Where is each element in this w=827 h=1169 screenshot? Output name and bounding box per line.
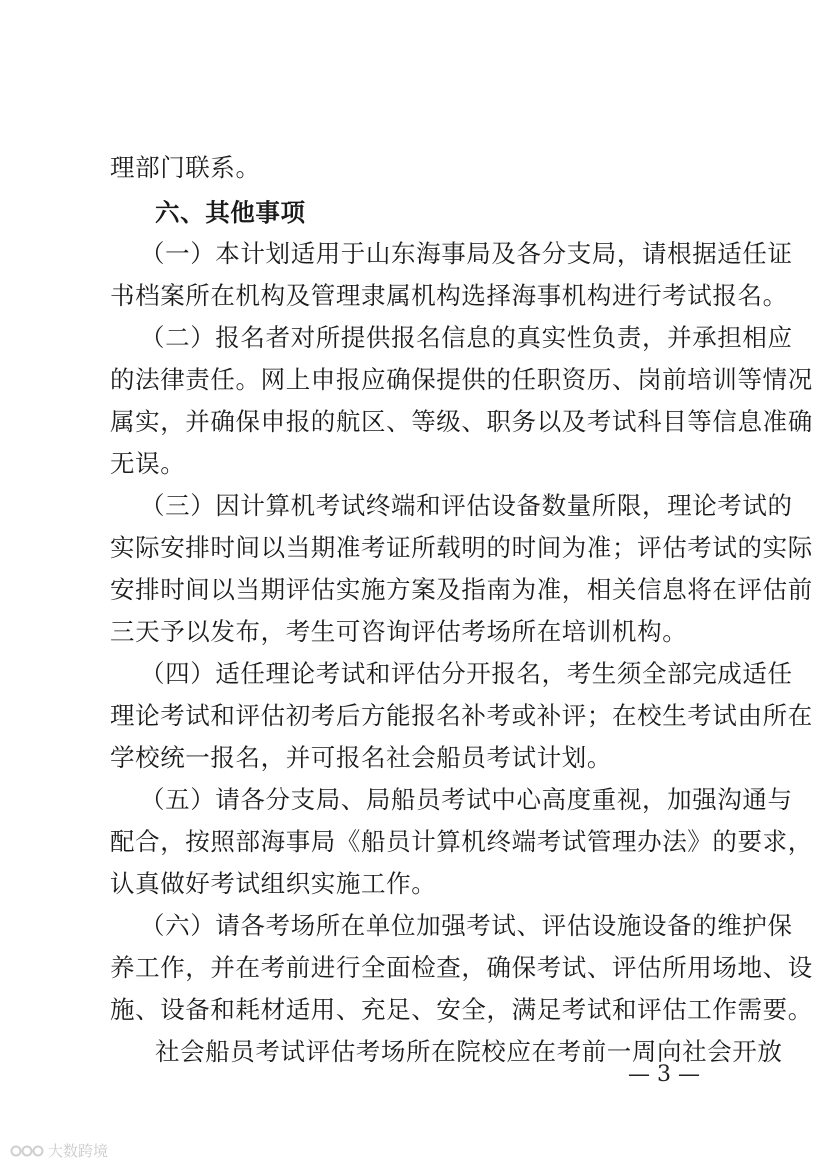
watermark-text: 大数跨境 (48, 1141, 109, 1160)
line-text: 属实，并确保申报的航区、等级、职务以及考试科目等信息准确 (110, 407, 813, 436)
text-line (0, 654, 827, 694)
text-line (0, 444, 827, 484)
text-line (0, 948, 827, 988)
heading-text: 六、其他事项 (155, 198, 306, 227)
text-line (0, 528, 827, 568)
line-text: 配合，按照部海事局《船员计算机终端考试管理办法》的要求， (110, 827, 813, 856)
line-text: 社会船员考试评估考场所在院校应在考前一周向社会开放 (155, 1037, 783, 1066)
line-text: 无误。 (110, 449, 186, 478)
line-text: （二）报名者对所提供报名信息的真实性负责，并承担相应 (140, 323, 793, 352)
text-line (0, 276, 827, 316)
page-number: — 3 — (628, 1062, 700, 1087)
text-line (0, 906, 827, 946)
text-line (0, 1032, 827, 1072)
line-text: 理部门联系。 (110, 153, 261, 182)
line-text: （四）适任理论考试和评估分开报名，考生须全部完成适任 (140, 659, 793, 688)
line-text: 三天予以发布，考生可咨询评估考场所在培训机构。 (110, 617, 688, 646)
line-text: 书档案所在机构及管理隶属机构选择海事机构进行考试报名。 (110, 281, 788, 310)
line-text: （六）请各考场所在单位加强考试、评估设施设备的维护保 (140, 911, 793, 940)
line-text: 养工作，并在考前进行全面检查，确保考试、评估所用场地、设 (110, 953, 813, 982)
text-line (0, 780, 827, 820)
text-line (0, 696, 827, 736)
line-text: 认真做好考试组织实施工作。 (110, 869, 437, 898)
text-line (0, 318, 827, 358)
text-line (0, 234, 827, 274)
line-text: 施、设备和耗材适用、充足、安全，满足考试和评估工作需要。 (110, 995, 813, 1024)
text-line (0, 864, 827, 904)
watermark-logo-icon (10, 1139, 44, 1161)
text-line (0, 148, 827, 188)
line-text: 理论考试和评估初考后方能报名补考或补评；在校生考试由所在 (110, 701, 813, 730)
text-line (0, 738, 827, 778)
line-text: 实际安排时间以当期准考证所载明的时间为准；评估考试的实际 (110, 533, 813, 562)
line-text: （三）因计算机考试终端和评估设备数量所限，理论考试的 (140, 491, 793, 520)
text-line (0, 570, 827, 610)
text-line (0, 360, 827, 400)
text-line (0, 822, 827, 862)
text-line (0, 990, 827, 1030)
watermark (10, 1138, 108, 1162)
text-line (0, 402, 827, 442)
line-text: （五）请各分支局、局船员考试中心高度重视，加强沟通与 (140, 785, 793, 814)
line-text: 的法律责任。网上申报应确保提供的任职资历、岗前培训等情况 (110, 365, 813, 394)
line-text: 学校统一报名，并可报名社会船员考试计划。 (110, 743, 612, 772)
text-line (0, 486, 827, 526)
text-line (0, 612, 827, 652)
line-text: （一）本计划适用于山东海事局及各分支局，请根据适任证 (140, 239, 793, 268)
section-heading (0, 193, 827, 233)
line-text: 安排时间以当期评估实施方案及指南为准，相关信息将在评估前 (110, 575, 813, 604)
